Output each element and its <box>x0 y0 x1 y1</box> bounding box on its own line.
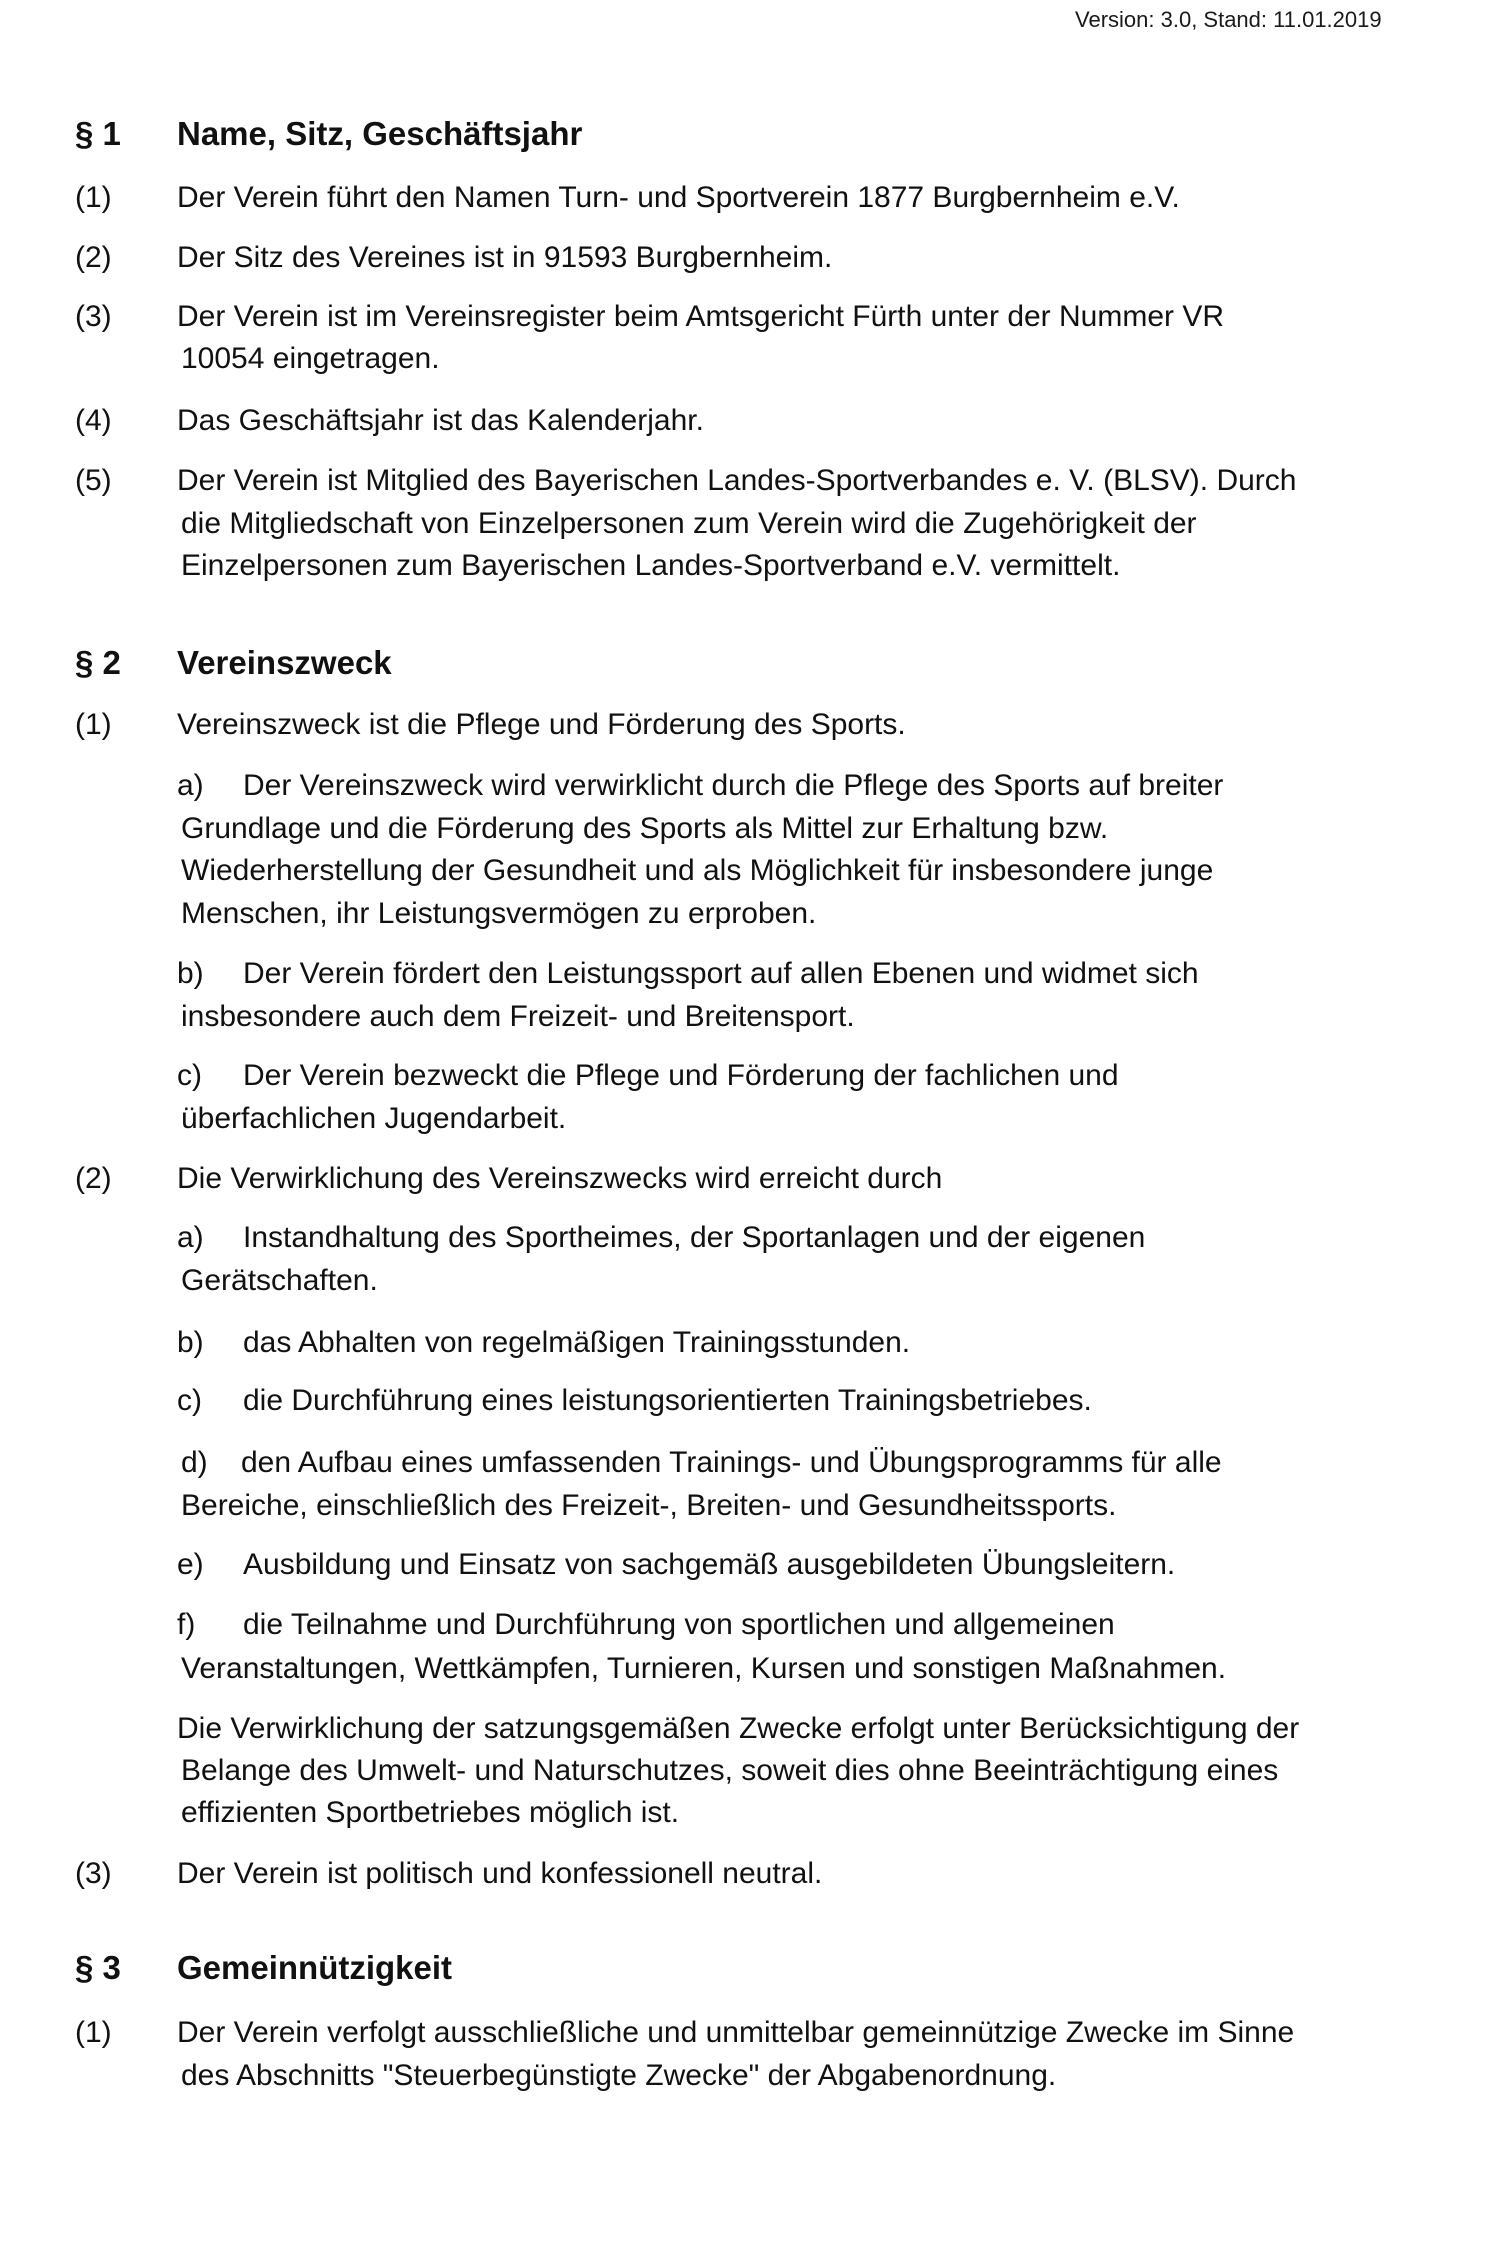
item-text: Der Verein führt den Namen Turn- und Sportverein 1877 Burgbernheim e.V. <box>177 181 1180 214</box>
subitem-label: f) <box>177 1608 196 1641</box>
section-number: § 3 <box>75 1949 121 1986</box>
item-number: (4) <box>75 404 112 437</box>
subitem-text-continued: Bereiche, einschließlich des Freizeit-, Breiten- und Gesundheitssports. <box>181 1489 1117 1522</box>
item-text: Der Verein ist im Vereinsregister beim Amtsgericht Fürth unter der Nummer VR <box>177 300 1225 333</box>
subitem-text-continued: überfachlichen Jugendarbeit. <box>181 1102 567 1135</box>
item-number: (5) <box>75 464 112 497</box>
item-number: (1) <box>75 708 112 741</box>
item-text: Der Verein ist Mitglied des Bayerischen Landes-Sportverbandes e. V. (BLSV). Durch <box>177 464 1297 497</box>
item-text-continued: die Mitgliedschaft von Einzelpersonen zum Verein wird die Zugehörigkeit der <box>181 507 1197 540</box>
subitem-label: e) <box>177 1548 204 1581</box>
subitem-text-continued: Veranstaltungen, Wettkämpfen, Turnieren, Kursen und sonstigen Maßnahmen. <box>181 1652 1227 1685</box>
item-text: Vereinszweck ist die Pflege und Förderung des Sports. <box>177 708 906 741</box>
subitem-text: die Teilnahme und Durchführung von sportlichen und allgemeinen <box>243 1608 1115 1641</box>
item-number: (1) <box>75 181 112 214</box>
item-text: Der Sitz des Vereines ist in 91593 Burgbernheim. <box>177 241 833 274</box>
subitem-text: Instandhaltung des Sportheimes, der Sportanlagen und der eigenen <box>243 1221 1146 1254</box>
subitem-label: a) <box>177 1221 204 1254</box>
subitem-text: Der Vereinszweck wird verwirklicht durch die Pflege des Sports auf breiter <box>243 769 1224 802</box>
subitem-text: Der Verein fördert den Leistungssport auf allen Ebenen und widmet sich <box>243 957 1199 990</box>
subitem-text-continued: Menschen, ihr Leistungsvermögen zu erproben. <box>181 897 817 930</box>
subitem-label: a) <box>177 769 204 802</box>
version-stamp: Version: 3.0, Stand: 11.01.2019 <box>1075 7 1382 32</box>
item-number: (1) <box>75 2016 112 2049</box>
subitem-label: c) <box>177 1384 202 1417</box>
section-number: § 2 <box>75 644 121 681</box>
subitem-label: d) <box>181 1446 208 1479</box>
section-number: § 1 <box>75 115 121 152</box>
item-number: (2) <box>75 241 112 274</box>
subitem-text-continued: Wiederherstellung der Gesundheit und als Möglichkeit für insbesondere junge <box>181 854 1214 887</box>
item-text: Der Verein verfolgt ausschließliche und unmittelbar gemeinnützige Zwecke im Sinne <box>177 2016 1295 2049</box>
subitem-text: die Durchführung eines leistungsorientierten Trainingsbetriebes. <box>243 1384 1092 1417</box>
subitem-text-continued: insbesondere auch dem Freizeit- und Breitensport. <box>181 1000 855 1033</box>
section-title: Name, Sitz, Geschäftsjahr <box>177 115 583 152</box>
section-title: Gemeinnützigkeit <box>177 1949 453 1986</box>
subitem-label: b) <box>177 957 204 990</box>
subitem-text-continued: Grundlage und die Förderung des Sports als Mittel zur Erhaltung bzw. <box>181 812 1109 845</box>
subitem-text-continued: Gerätschaften. <box>181 1264 378 1297</box>
subitem-text: den Aufbau eines umfassenden Trainings- und Übungsprogramms für alle <box>241 1446 1222 1479</box>
item-number: (3) <box>75 1857 112 1890</box>
subitem-label: c) <box>177 1059 202 1092</box>
closing-paragraph-continued: effizienten Sportbetriebes möglich ist. <box>181 1796 680 1829</box>
subitem-text: Der Verein bezweckt die Pflege und Förderung der fachlichen und <box>243 1059 1119 1092</box>
item-text-continued: 10054 eingetragen. <box>181 342 440 375</box>
item-text: Das Geschäftsjahr ist das Kalenderjahr. <box>177 404 704 437</box>
subitem-text: Ausbildung und Einsatz von sachgemäß ausgebildeten Übungsleitern. <box>243 1548 1176 1581</box>
subitem-text: das Abhalten von regelmäßigen Trainingsstunden. <box>243 1326 911 1359</box>
subitem-label: b) <box>177 1326 204 1359</box>
closing-paragraph-continued: Belange des Umwelt- und Naturschutzes, soweit dies ohne Beeinträchtigung eines <box>181 1754 1279 1787</box>
item-text-continued: des Abschnitts "Steuerbegünstigte Zwecke" der Abgabenordnung. <box>181 2059 1057 2092</box>
item-text: Die Verwirklichung des Vereinszwecks wird erreicht durch <box>177 1162 943 1195</box>
item-number: (2) <box>75 1162 112 1195</box>
item-number: (3) <box>75 300 112 333</box>
item-text: Der Verein ist politisch und konfessionell neutral. <box>177 1857 823 1890</box>
item-text-continued: Einzelpersonen zum Bayerischen Landes-Sportverband e.V. vermittelt. <box>181 549 1121 582</box>
closing-paragraph: Die Verwirklichung der satzungsgemäßen Zwecke erfolgt unter Berücksichtigung der <box>177 1712 1300 1745</box>
section-title: Vereinszweck <box>177 644 392 681</box>
